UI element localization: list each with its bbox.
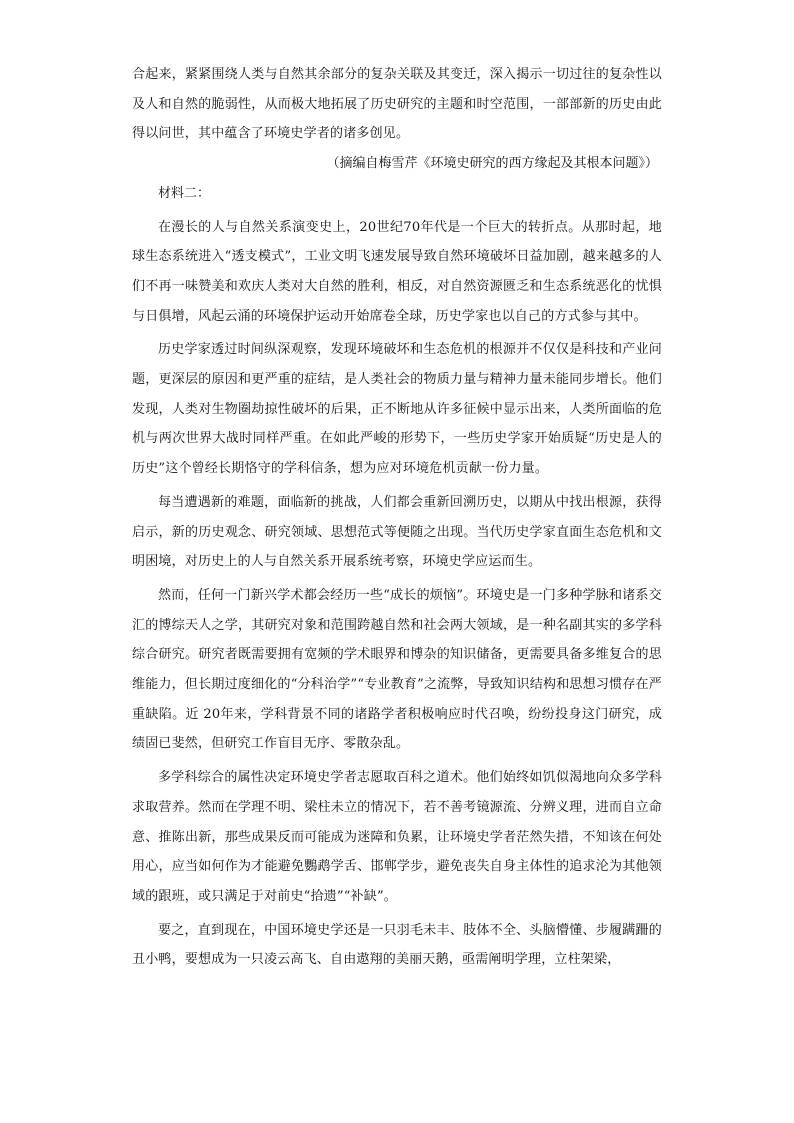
- paragraph: 多学科综合的属性决定环境史学者志愿取百科之道术。他们始终如饥似渴地向众多学科求取营养。然而在学理不明、梁柱未立的情况下，若不善考镜源流、分辨义理，进而自立命意、推陈出新，那些成果反而可能成为迷障和负累，让环境史学者茫然失措，不知该在何处用心，应当如何作为才能避免鸚鹉学舌、邯郸学步，避免丧失自身主体性的追求沦为其他领域的跟班，或只满足于对前史“拾遗”“补缺”。: [132, 770, 662, 904]
- paragraph: 每当遭遇新的难题，面临新的挑战，人们都会重新回溯历史，以期从中找出根源，获得启示，新的历史观念、研究领域、思想范式等便随之出现。当代历史学家直面生态危机和文明困境，对历史上的人与自然关系开展系统考察，环境史学应运而生。: [132, 494, 662, 570]
- section-heading: 材料二：: [158, 185, 211, 201]
- document-page: [132, 60, 662, 975]
- paragraph-continuation: 合起来，紧紧围绕人类与自然其余部分的复杂关联及其变迁，深入揭示一切过往的复杂性以及人和自然的脆弱性，从而极大地拓展了历史研究的主题和时空范围，一部部新的历史由此得以问世，其中蕴含了环境史学者的诸多创见。: [132, 67, 662, 142]
- paragraph: 历史学家透过时间纵深观察，发现环境破坏和生态危机的根源并不仅仅是科技和产业问题，更深层的原因和更严重的症结，是人类社会的物质力量与精神力量未能同步增长。他们发现，人类对生物圈劫掠性破坏的后果，正不断地从许多征候中显示出来，人类所面临的危机与两次世界大战时同样严重。在如此严峻的形势下，一些历史学家开始质疑“历史是人的历史”这个曾经长期恪守的学科信条，想为应对环境危机贡献一份力量。: [132, 342, 662, 477]
- paragraph: 在漫长的人与自然关系演变史上，20世纪70年代是一个巨大的转折点。从那时起，地球生态系统进入“透支模式”，工业文明飞速发展导致自然环境破坏日益加剧，越来越多的人们不再一味赞美和欢庆人类对大自然的胜利，相反，对自然资源匮乏和生态系统恶化的忧惧与日俱增，风起云涌的环境保护运动开始席卷全球，历史学家也以自己的方式参与其中。: [132, 219, 662, 324]
- paragraph: 要之，直到现在，中国环境史学还是一只羽毛未丰、肢体不全、头脑懵懂、步履蹒跚的丑小鸭，要想成为一只凌云高飞、自由遨翔的美丽天鹅，亟需阐明学理，立柱架梁，: [132, 922, 662, 968]
- source-citation: （摘编自梅雪芹《环境史研究的西方缘起及其根本问题》）: [326, 156, 658, 172]
- paragraph: 然而，任何一门新兴学术都会经历一些“成长的烦恼”。环境史是一门多种学脉和诸系交汇的博综天人之学，其研究对象和范围跨越自然和社会两大领域，是一种名副其实的多学科综合研究。研究者既需要拥有宽频的学术眼界和博杂的知识储备，更需要具备多维复合的思维能力，但长期过度细化的“分科治学”“专业教育”之流弊，导致知识结构和思想习惯存在严重缺陷。近 20年来，学科背景不同的诸路学者积极响应时代召唤，纷纷投身这门研究，成绩固已斐然，但研究工作盲目无序、零散杂乱。: [132, 587, 662, 752]
